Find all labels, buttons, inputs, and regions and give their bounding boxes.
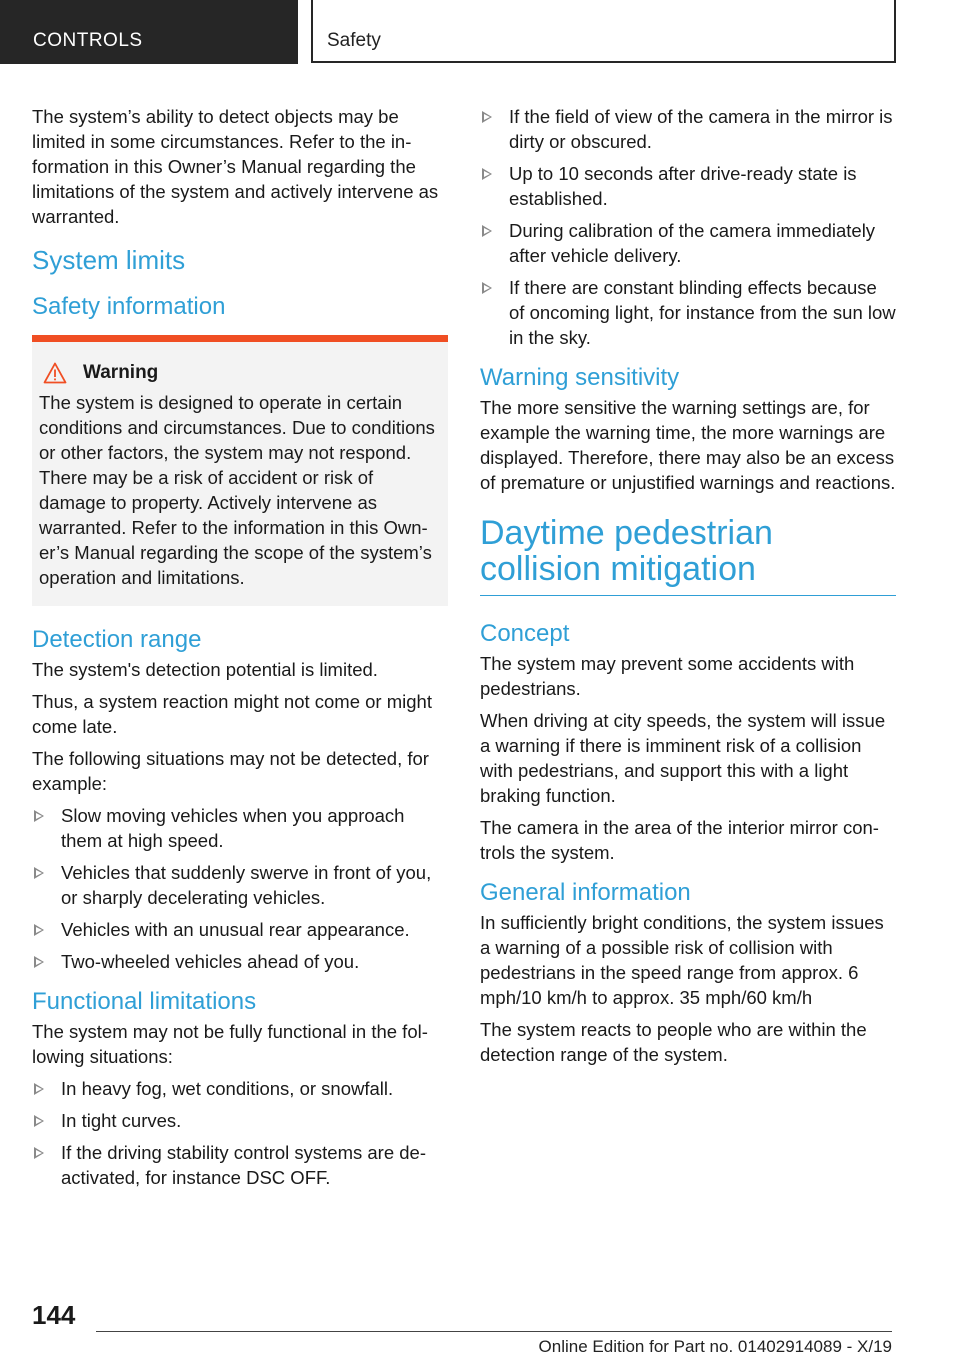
warning-sensitivity-heading: Warning sensitivity: [480, 364, 680, 391]
safety-information-heading: Safety information: [32, 293, 226, 320]
list-item: Two-wheeled vehicles ahead of you.: [32, 949, 448, 974]
bullet-triangle-icon: [34, 867, 44, 879]
list-item: Vehicles that suddenly swerve in front of you, or sharply decelerating vehicles.: [32, 860, 448, 910]
header-chapter-label: Safety: [327, 30, 381, 51]
functional-limitations-p1: The system may not be fully functional in the following situations:: [32, 1021, 428, 1067]
page-number: 144: [32, 1300, 76, 1330]
list-item: If the field of view of the camera in the mirror is dirty or obscured.: [480, 104, 896, 154]
heading-rule: [480, 595, 896, 596]
detection-range-list: [32, 803, 448, 974]
list-item: If the driving stability control systems are deactivated, for instance DSC OFF.: [32, 1140, 448, 1190]
header-section-label: CONTROLS: [33, 30, 143, 51]
detection-range-p1: The system's detection potential is limited.: [32, 659, 378, 680]
list-item: During calibration of the camera immediately after vehicle delivery.: [480, 218, 896, 268]
detection-range-p2: Thus, a system reaction might not come or might come late.: [32, 691, 432, 737]
warning-title: Warning: [83, 362, 159, 383]
main-section-heading: Daytime pedestrian collision mitigation: [480, 514, 773, 588]
general-information-p1: In sufficiently bright conditions, the system issues a warning of a possible risk of collision with pedestrians in the speed range from approx. 6 mph/10 km/h to approx. 35 mph/60 km/h: [480, 912, 884, 1008]
list-item: If there are constant blinding effects because of oncoming light, for instance from the sun low in the sky.: [480, 275, 896, 350]
general-information-p2: The system reacts to people who are within the detection range of the system.: [480, 1019, 867, 1065]
detection-range-p3: The following situations may not be detected, for example:: [32, 748, 429, 794]
warning-text: The system is designed to operate in certain conditions and circumstances. Due to conditions or other factors, the system may not respond. There may be a risk of accident or risk of damage to property. Actively intervene as warranted. Refer to the information in this Owner’s Manual regarding the scope of the system’s operation and limitations.: [39, 392, 435, 588]
intro-paragraph: The system’s ability to detect objects may be limited in some circumstances. Refer to the information in this Owner’s Manual regarding the limitations of the system and actively intervene as warranted.: [32, 106, 439, 227]
list-item: Vehicles with an unusual rear appearance.: [32, 917, 448, 942]
footer-rule: [96, 1331, 892, 1332]
warning-triangle-icon: [43, 362, 67, 384]
bullet-triangle-icon: [34, 1115, 44, 1127]
functional-limitations-list: [32, 1076, 448, 1190]
detection-range-heading: Detection range: [32, 626, 202, 653]
list-item: Slow moving vehicles when you approach them at high speed.: [32, 803, 448, 853]
concept-p3: The camera in the area of the interior mirror controls the system.: [480, 817, 879, 863]
right-column: [480, 104, 896, 1074]
system-limits-heading: System limits: [32, 245, 186, 275]
header-chapter-tab: [311, 0, 896, 63]
warning-sensitivity-p1: The more sensitive the warning settings are, for example the warning time, the more warnings are displayed. Therefore, there may also be an excess of premature or unjustified warnings and reactions.: [480, 397, 896, 493]
warning-header: [39, 362, 440, 384]
bullet-triangle-icon: [34, 810, 44, 822]
bullet-triangle-icon: [482, 111, 492, 123]
general-information-heading: General information: [480, 879, 691, 906]
left-column: [32, 104, 448, 1197]
footer-text: Online Edition for Part no. 01402914089 - X/19: [538, 1337, 892, 1356]
list-item: Up to 10 seconds after drive-ready state is established.: [480, 161, 896, 211]
bullet-triangle-icon: [34, 1083, 44, 1095]
bullet-triangle-icon: [34, 956, 44, 968]
list-item: In tight curves.: [32, 1108, 448, 1133]
header-section-tab: [0, 0, 298, 64]
bullet-triangle-icon: [482, 282, 492, 294]
bullet-triangle-icon: [34, 1147, 44, 1159]
bullet-triangle-icon: [482, 225, 492, 237]
concept-p2: When driving at city speeds, the system will issue a warning if there is imminent risk of a collision with pedestrians, and support this with a light braking function.: [480, 710, 886, 806]
warning-box: [32, 335, 448, 606]
bullet-triangle-icon: [482, 168, 492, 180]
limitations-continued-list: [480, 104, 896, 350]
bullet-triangle-icon: [34, 924, 44, 936]
concept-p1: The system may prevent some accidents with pedestrians.: [480, 653, 855, 699]
list-item: In heavy fog, wet conditions, or snowfall.: [32, 1076, 448, 1101]
concept-heading: Concept: [480, 620, 570, 647]
functional-limitations-heading: Functional limitations: [32, 988, 257, 1015]
